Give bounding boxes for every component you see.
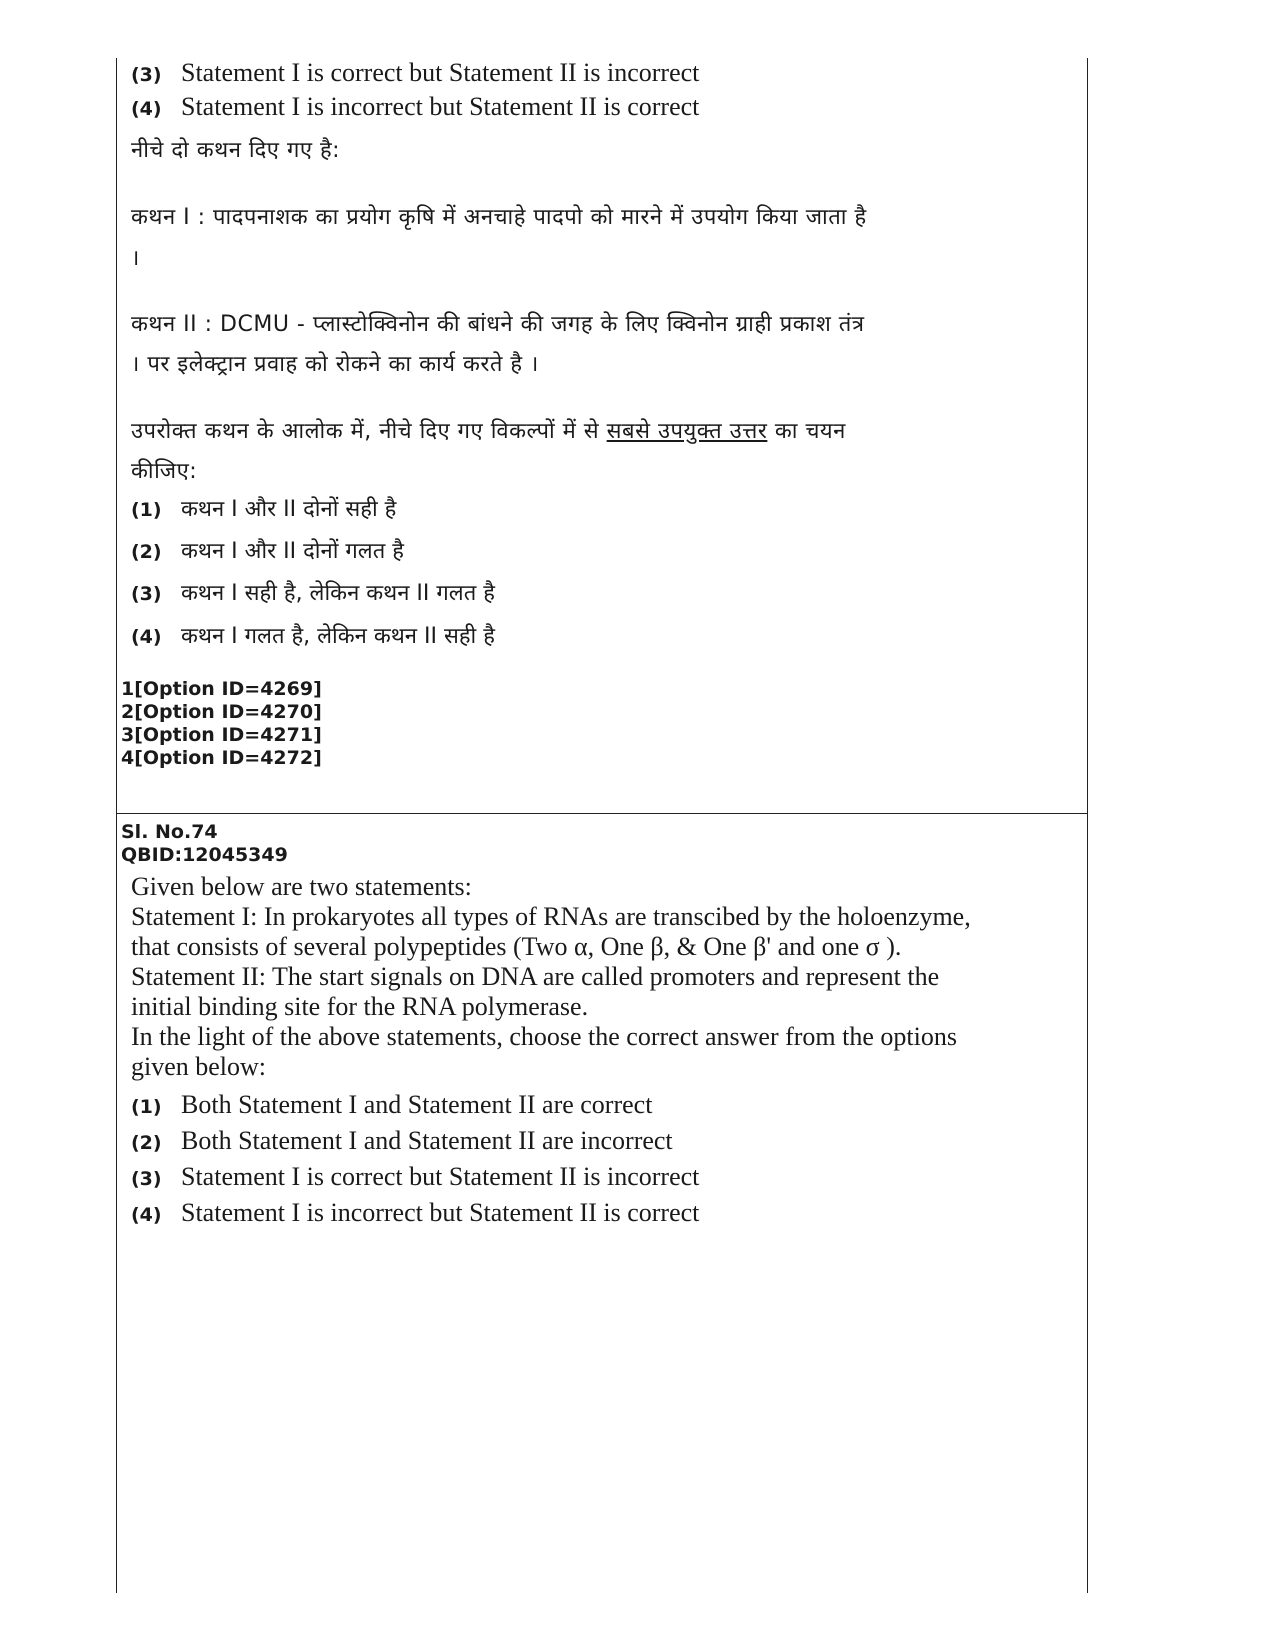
option-text: कथन I गलत है, लेकिन कथन II सही है — [181, 624, 495, 649]
option-id-4: 4[Option ID=4272] — [121, 747, 322, 769]
hindi-instruction-part-2: का चयन — [767, 419, 846, 444]
question-line-4: Statement II: The start signals on DNA are called promoters and represent the — [131, 962, 940, 991]
option-4 — [131, 1198, 699, 1228]
prev-option-hi-3 — [131, 577, 495, 607]
option-id-1: 1[Option ID=4269] — [121, 678, 322, 700]
option-number: (4) — [131, 98, 162, 120]
option-number: (3) — [131, 583, 162, 605]
option-3 — [131, 1162, 699, 1192]
option-number: (3) — [131, 64, 162, 86]
option-text: कथन I और II दोनों सही है — [181, 497, 397, 522]
hindi-intro: नीचे दो कथन दिए गए है: — [131, 138, 341, 163]
prev-option-hi-2 — [131, 535, 404, 565]
option-number: (2) — [131, 541, 162, 563]
option-id-2: 2[Option ID=4270] — [121, 701, 322, 723]
question-line-3: that consists of several polypeptides (Two α, One β, & One β' and one σ ). — [131, 932, 902, 961]
option-number: (1) — [131, 1096, 162, 1118]
option-text: Both Statement I and Statement II are incorrect — [181, 1126, 673, 1155]
option-text: कथन I और II दोनों गलत है — [181, 539, 404, 564]
option-number: (3) — [131, 1168, 162, 1190]
hindi-statement-2-line-2: । पर इलेक्ट्रान प्रवाह को रोकने का कार्य करते है । — [131, 352, 539, 377]
hindi-instruction-line-1 — [131, 415, 846, 445]
question-line-1: Given below are two statements: — [131, 872, 472, 901]
prev-option-hi-4 — [131, 620, 495, 650]
hindi-statement-1-line-1: कथन I : पादपनाशक का प्रयोग कृषि में अनचाहे पादपो को मारने में उपयोग किया जाता है — [131, 205, 867, 230]
question-line-2: Statement I: In prokaryotes all types of RNAs are transcibed by the holoenzyme, — [131, 902, 971, 931]
previous-question-section — [117, 58, 1087, 814]
question-line-6: In the light of the above statements, choose the correct answer from the options — [131, 1022, 957, 1051]
option-text: कथन I सही है, लेकिन कथन II गलत है — [181, 581, 495, 606]
option-text: Both Statement I and Statement II are correct — [181, 1090, 653, 1119]
option-text: Statement I is correct but Statement II is incorrect — [181, 1162, 700, 1191]
option-2 — [131, 1126, 673, 1156]
question-paper-frame — [116, 58, 1088, 1593]
hindi-instruction-emphasis: सबसे उपयुक्त उत्तर — [606, 419, 768, 444]
option-1 — [131, 1090, 652, 1120]
hindi-instruction-part-1: उपरोक्त कथन के आलोक में, नीचे दिए गए विकल्पों में से — [131, 419, 607, 444]
option-text: Statement I is incorrect but Statement II is correct — [181, 1198, 700, 1227]
option-text: Statement I is correct but Statement II is incorrect — [181, 58, 700, 87]
option-number: (2) — [131, 1132, 162, 1154]
option-number: (1) — [131, 499, 162, 521]
prev-option-en-4 — [131, 92, 699, 122]
prev-option-hi-1 — [131, 493, 396, 523]
option-id-3: 3[Option ID=4271] — [121, 724, 322, 746]
qbid: QBID:12045349 — [121, 844, 288, 866]
hindi-statement-2-line-1: कथन II : DCMU - प्लास्टोक्विनोन की बांधने की जगह के लिए क्विनोन ग्राही प्रकाश तंत्र — [131, 312, 865, 337]
question-line-5: initial binding site for the RNA polymerase. — [131, 992, 589, 1021]
option-number: (4) — [131, 626, 162, 648]
serial-number: Sl. No.74 — [121, 821, 218, 843]
option-number: (4) — [131, 1204, 162, 1226]
question-line-7: given below: — [131, 1052, 267, 1081]
hindi-instruction-line-2: कीजिए: — [131, 459, 198, 484]
prev-option-en-3 — [131, 58, 699, 88]
option-text: Statement I is incorrect but Statement II is correct — [181, 92, 700, 121]
hindi-statement-1-line-2: । — [131, 246, 140, 271]
